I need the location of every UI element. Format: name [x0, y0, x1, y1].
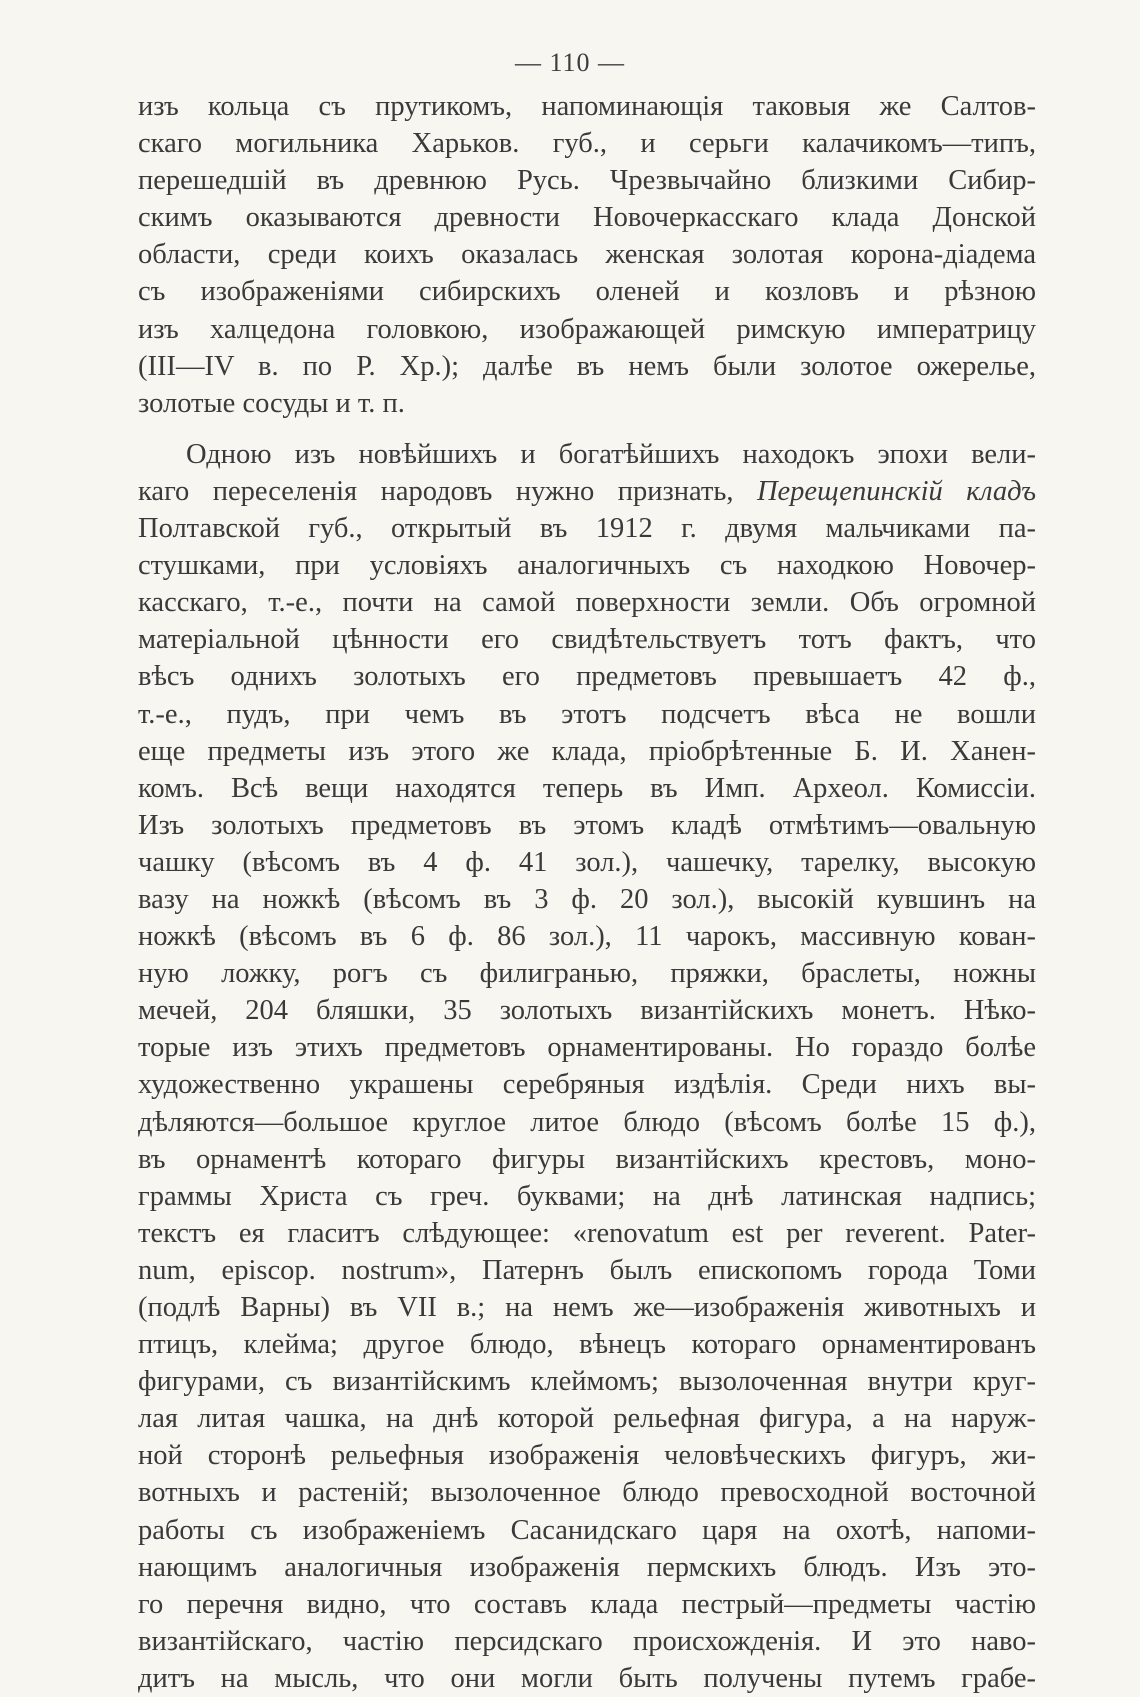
text-line: перешедшій въ древнюю Русь. Чрезвычайно близкими Сибир- — [138, 165, 1036, 197]
text-line: лая литая чашка, на днѣ которой рельефная фигура, а на наруж- — [138, 1403, 1036, 1435]
text-line: золотые сосуды и т. п. — [138, 387, 405, 419]
text-line: ную ложку, рогъ съ филигранью, пряжки, браслеты, ножны — [138, 958, 1036, 990]
text-line: византійскаго, частію персидскаго происхожденія. И это наво- — [138, 1625, 1036, 1657]
text-line: (подлѣ Варны) въ VII в.; на немъ же—изображенія животныхъ и — [138, 1292, 1036, 1323]
text-line: (III—IV в. по Р. Хр.); далѣе въ немъ были золотое ожерелье, — [138, 350, 1036, 382]
text-line: вотныхъ и растеній; вызолоченное блюдо превосходной восточной — [138, 1477, 1036, 1509]
text-line: Полтавской губ., открытый въ 1912 г. двумя мальчиками па- — [138, 513, 1036, 545]
text-line: ной сторонѣ рельефныя изображенія человѣческихъ фигуръ, жи- — [138, 1440, 1036, 1472]
treasure-name: Перещепинскій кладъ — [756, 475, 1036, 507]
text-line: изъ кольца съ прутикомъ, напоминающія таковыя же Салтов- — [138, 91, 1036, 122]
text-line: фигурами, съ византійскимъ клеймомъ; вызолоченная внутри круг- — [138, 1366, 1036, 1398]
text-line — [138, 473, 1036, 510]
text-line: матеріальной цѣнности его свидѣтельствуетъ тотъ фактъ, что — [138, 624, 1036, 656]
text-line: граммы Христа съ греч. буквами; на днѣ латинская надпись; — [138, 1180, 1036, 1212]
paragraph-1 — [138, 88, 1036, 422]
body-text — [138, 88, 1036, 1697]
page-number: — 110 — — [514, 48, 626, 77]
text-line: скаго могильника Харьков. губ., и серьги калачикомъ—типъ, — [138, 128, 1036, 160]
text-line: чашку (вѣсомъ въ 4 ф. 41 зол.), чашечку, тарелку, высокую — [138, 846, 1036, 878]
text-line: дитъ на мысль, что они могли быть получены путемъ грабе- — [138, 1662, 1036, 1694]
text-line: стушками, при условіяхъ аналогичныхъ съ находкою Новочер- — [138, 550, 1036, 582]
text-line: съ изображеніями сибирскихъ оленей и козловъ и рѣзною — [138, 276, 1036, 308]
text-line: т.-е., пудъ, при чемъ въ этотъ подсчетъ вѣса не вошли — [138, 698, 1036, 730]
text-line: художественно украшены серебряныя издѣлія. Среди нихъ вы- — [138, 1069, 1036, 1101]
text-line: нающимъ аналогичныя изображенія пермскихъ блюдъ. Изъ это- — [138, 1551, 1036, 1583]
paragraph-2 — [138, 436, 1036, 1697]
text-line: мечей, 204 бляшки, 35 золотыхъ византійскихъ монетъ. Нѣко- — [138, 995, 1036, 1027]
text-line: ножкѣ (вѣсомъ въ 6 ф. 86 зол.), 11 чарокъ, массивную кован- — [138, 921, 1036, 953]
text-line: текстъ ея гласитъ слѣдующее: «renovatum est per reverent. Pater- — [138, 1217, 1036, 1249]
text-line: дѣляются—большое круглое литое блюдо (вѣсомъ болѣе 15 ф.), — [138, 1106, 1036, 1138]
text-line: Одною изъ новѣйшихъ и богатѣйшихъ находокъ эпохи вели- — [186, 438, 1036, 470]
text-line: num, episcop. nostrum», Патернъ былъ епископомъ города Томи — [138, 1254, 1036, 1286]
text-line: въ орнаментѣ котораго фигуры византійскихъ крестовъ, моно- — [138, 1143, 1036, 1175]
text-line: Изъ золотыхъ предметовъ въ этомъ кладѣ отмѣтимъ—овальную — [138, 809, 1036, 841]
text-line: вѣсъ однихъ золотыхъ его предметовъ превышаетъ 42 ф., — [138, 661, 1036, 693]
paragraph-gap — [138, 422, 1036, 436]
text-line: птицъ, клейма; другое блюдо, вѣнецъ котораго орнаментированъ — [138, 1329, 1036, 1361]
text-line: еще предметы изъ этого же клада, пріобрѣтенные Б. И. Ханен- — [138, 735, 1036, 767]
text-line: работы съ изображеніемъ Сасанидскаго царя на охотѣ, напоми- — [138, 1514, 1036, 1546]
text-line: касскаго, т.-е., почти на самой поверхности земли. Объ огромной — [138, 587, 1036, 619]
text-segment: каго переселенія народовъ нужно признать, — [138, 475, 757, 507]
text-line: скимъ оказываются древности Новочеркасскаго клада Донской — [138, 202, 1036, 234]
text-line: изъ халцедона головкою, изображающей римскую императрицу — [138, 313, 1036, 345]
text-line: го перечня видно, что составъ клада пестрый—предметы частію — [138, 1588, 1036, 1620]
text-line: торые изъ этихъ предметовъ орнаментированы. Но гораздо болѣе — [138, 1032, 1036, 1064]
text-line: комъ. Всѣ вещи находятся теперь въ Имп. Археол. Комиссіи. — [138, 772, 1036, 804]
text-line: области, среди коихъ оказалась женская золотая корона-діадема — [138, 239, 1036, 271]
text-line: вазу на ножкѣ (вѣсомъ въ 3 ф. 20 зол.), высокій кувшинъ на — [138, 883, 1036, 915]
